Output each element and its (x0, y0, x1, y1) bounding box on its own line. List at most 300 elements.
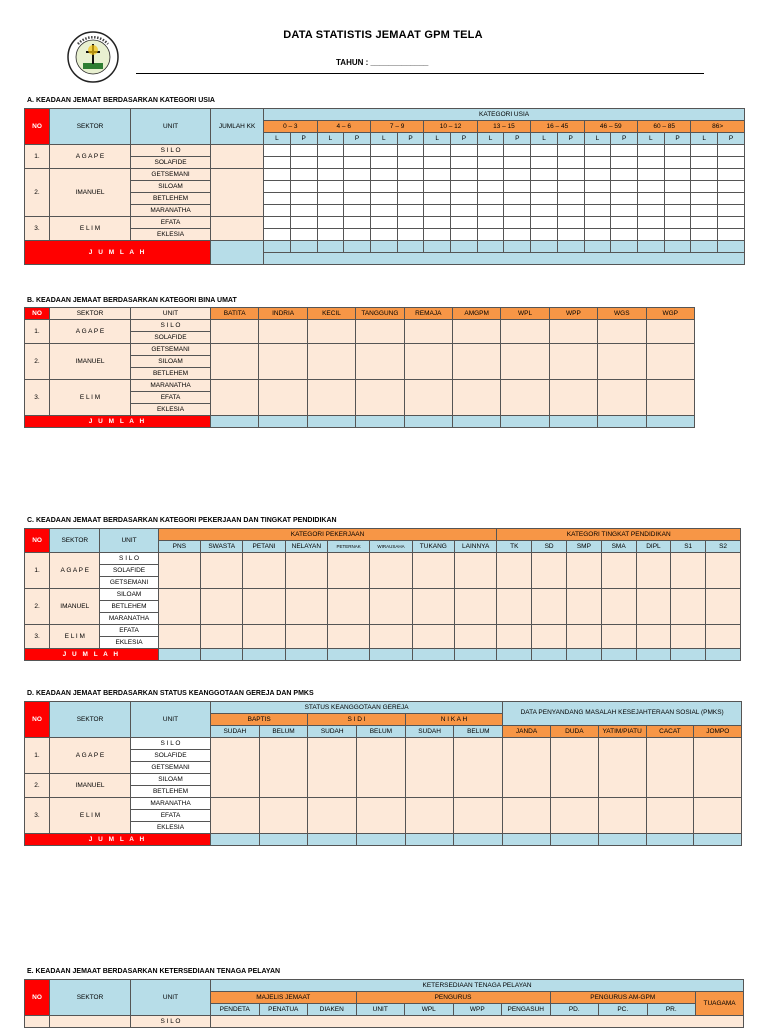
age-range-header: 4 – 6 (317, 121, 370, 133)
data-cell (532, 553, 567, 589)
data-cell (646, 320, 694, 344)
data-cell (646, 738, 694, 798)
data-cell (308, 738, 357, 798)
sector-no: 2. (25, 774, 50, 798)
data-cell (452, 416, 500, 428)
data-cell (557, 145, 584, 157)
data-cell (405, 738, 454, 798)
unit-cell: MARANATHA (100, 613, 158, 625)
data-cell (357, 834, 406, 846)
data-cell (646, 344, 694, 380)
data-cell (397, 241, 424, 253)
amgpm-header: PC. (599, 1004, 648, 1016)
data-cell (646, 798, 694, 834)
data-cell (664, 241, 691, 253)
unit-cell: EFATA (131, 392, 211, 404)
sector-no: 1. (25, 553, 50, 589)
bina-umat-header: TANGGUNG (356, 308, 404, 320)
data-cell (477, 241, 504, 253)
data-cell (549, 320, 597, 344)
sector-name: IMANUEL (50, 344, 131, 380)
data-cell (454, 798, 503, 834)
data-cell (550, 798, 598, 834)
data-cell (264, 229, 291, 241)
sector-no: 2. (25, 589, 50, 625)
unit-cell: EFATA (100, 625, 158, 637)
data-cell (718, 241, 745, 253)
data-cell (637, 193, 664, 205)
header-rule (136, 73, 704, 74)
data-cell (664, 145, 691, 157)
data-cell (356, 380, 404, 416)
data-cell (201, 553, 243, 589)
data-cell (412, 625, 454, 649)
sector-no: 3. (25, 798, 50, 834)
age-range-header: 13 – 15 (477, 121, 530, 133)
data-cell (532, 649, 567, 661)
data-cell (307, 344, 355, 380)
data-cell (531, 181, 558, 193)
data-cell (404, 380, 452, 416)
data-cell (404, 416, 452, 428)
jumlah-kk-cell (211, 145, 264, 169)
data-cell (694, 798, 742, 834)
bina-umat-header: KECIL (307, 308, 355, 320)
jumlah-kk-cell (211, 169, 264, 217)
data-cell (370, 241, 397, 253)
data-cell (451, 193, 478, 205)
header-pengurus: PENGURUS (356, 992, 550, 1004)
data-cell (424, 145, 451, 157)
age-range-header: 86> (691, 121, 745, 133)
data-cell (424, 241, 451, 253)
data-cell (285, 625, 327, 649)
data-cell (646, 416, 694, 428)
sex-header-p: P (504, 133, 531, 145)
data-cell (584, 241, 611, 253)
data-cell (637, 181, 664, 193)
data-cell (317, 229, 344, 241)
data-cell (356, 416, 404, 428)
data-cell (424, 181, 451, 193)
data-cell (397, 229, 424, 241)
data-cell (637, 217, 664, 229)
unit-cell: BETLEHEM (131, 786, 211, 798)
unit-cell: MARANATHA (131, 380, 211, 392)
sex-header-p: P (344, 133, 371, 145)
status-group-header: N I K A H (405, 714, 502, 726)
age-range-header: 7 – 9 (370, 121, 423, 133)
data-cell (344, 157, 371, 169)
data-cell (455, 589, 497, 625)
sex-header-l: L (264, 133, 291, 145)
data-cell (691, 181, 718, 193)
sex-header-p: P (611, 133, 638, 145)
data-cell (397, 157, 424, 169)
jumlah-label: J U M L A H (25, 834, 211, 846)
header-sektor: SEKTOR (50, 529, 100, 553)
header-sektor: SEKTOR (50, 702, 131, 738)
data-cell (671, 625, 706, 649)
section-d-title: D. KEADAAN JEMAAT BERDASARKAN STATUS KEANGGOTAAN GEREJA DAN PMKS (27, 690, 314, 697)
data-cell (211, 320, 259, 344)
header-ketersediaan: KETERSEDIAAN TENAGA PELAYAN (211, 980, 744, 992)
data-cell (501, 416, 549, 428)
data-cell (158, 625, 200, 649)
header-unit: UNIT (131, 109, 211, 145)
pmks-header: JOMPO (694, 726, 742, 738)
data-cell (397, 169, 424, 181)
data-cell (566, 553, 601, 589)
data-cell (718, 169, 745, 181)
unit-cell: SOLAFIDE (131, 332, 211, 344)
data-cell (264, 217, 291, 229)
data-cell (691, 145, 718, 157)
data-cell (211, 738, 260, 798)
bina-umat-header: WPL (501, 308, 549, 320)
data-cell (718, 181, 745, 193)
data-cell (328, 589, 370, 625)
header-unit: UNIT (100, 529, 158, 553)
unit-cell: GETSEMANI (131, 169, 211, 181)
data-cell (451, 145, 478, 157)
data-cell (691, 217, 718, 229)
majelis-header: DIAKEN (308, 1004, 357, 1016)
header-sektor: SEKTOR (50, 308, 131, 320)
data-cell (706, 649, 741, 661)
data-cell (549, 344, 597, 380)
data-cell (424, 169, 451, 181)
sex-header-l: L (477, 133, 504, 145)
header-no: NO (25, 529, 50, 553)
age-range-header: 46 – 59 (584, 121, 637, 133)
data-cell (611, 145, 638, 157)
data-cell (201, 589, 243, 625)
header-kategori-pendidikan: KATEGORI TINGKAT PENDIDIKAN (497, 529, 741, 541)
data-cell (317, 145, 344, 157)
data-cell (584, 229, 611, 241)
data-cell (259, 380, 307, 416)
data-cell (477, 169, 504, 181)
data-cell (531, 169, 558, 181)
data-cell (671, 589, 706, 625)
data-cell (706, 589, 741, 625)
data-cell (598, 380, 646, 416)
data-cell (557, 169, 584, 181)
data-cell (598, 344, 646, 380)
unit-cell: SOLAFIDE (100, 565, 158, 577)
header-no: NO (25, 308, 50, 320)
data-cell (549, 380, 597, 416)
data-cell (211, 344, 259, 380)
data-cell (637, 241, 664, 253)
data-cell (370, 157, 397, 169)
data-cell (397, 145, 424, 157)
data-cell (718, 145, 745, 157)
data-cell (477, 229, 504, 241)
data-cell (317, 205, 344, 217)
data-cell (549, 416, 597, 428)
data-cell (397, 193, 424, 205)
unit-cell: EKLESIA (100, 637, 158, 649)
data-cell (317, 217, 344, 229)
bina-umat-header: AMGPM (452, 308, 500, 320)
pekerjaan-header: PNS (158, 541, 200, 553)
majelis-header: PENATUA (259, 1004, 308, 1016)
pendidikan-header: TK (497, 541, 532, 553)
section-a-title: A. KEADAAN JEMAAT BERDASARKAN KATEGORI USIA (27, 97, 215, 104)
data-cell (504, 169, 531, 181)
data-cell (357, 738, 406, 798)
data-cell (477, 193, 504, 205)
data-cell (158, 553, 200, 589)
data-cell (664, 157, 691, 169)
data-cell (504, 193, 531, 205)
belum-header: BELUM (357, 726, 406, 738)
sector-no: 2. (25, 344, 50, 380)
data-cell (290, 205, 317, 217)
data-cell (477, 217, 504, 229)
data-cell (611, 157, 638, 169)
pekerjaan-header: PETANI (243, 541, 285, 553)
table-c (24, 528, 741, 661)
data-cell (504, 241, 531, 253)
header-no: NO (25, 980, 50, 1016)
pengurus-header: UNIT (356, 1004, 405, 1016)
sector-no: 3. (25, 380, 50, 416)
data-cell (452, 380, 500, 416)
data-cell (691, 205, 718, 217)
data-cell (664, 193, 691, 205)
data-cell (264, 193, 291, 205)
sector-name: IMANUEL (50, 589, 100, 625)
data-cell (691, 241, 718, 253)
data-cell (598, 416, 646, 428)
data-cell (504, 145, 531, 157)
unit-cell: BETLEHEM (100, 601, 158, 613)
data-cell (370, 649, 412, 661)
sector-no: 1. (25, 738, 50, 774)
sex-header-l: L (637, 133, 664, 145)
unit-cell: SILOAM (131, 774, 211, 786)
unit-cell: GETSEMANI (100, 577, 158, 589)
unit-cell: BETLEHEM (131, 193, 211, 205)
data-cell (370, 229, 397, 241)
unit-cell: SOLAFIDE (131, 157, 211, 169)
unit-cell: S I L O (131, 320, 211, 332)
unit-cell: S I L O (131, 1016, 211, 1028)
unit-cell: S I L O (131, 145, 211, 157)
data-cell (601, 589, 636, 625)
data-cell (664, 217, 691, 229)
data-cell (451, 169, 478, 181)
data-cell (308, 834, 357, 846)
data-cell (452, 320, 500, 344)
age-range-header: 60 – 85 (637, 121, 690, 133)
sex-header-p: P (664, 133, 691, 145)
data-cell (370, 217, 397, 229)
sudah-header: SUDAH (308, 726, 357, 738)
header-kategori-usia: KATEGORI USIA (264, 109, 745, 121)
data-cell (211, 416, 259, 428)
data-cell (637, 145, 664, 157)
data-cell (424, 229, 451, 241)
header-unit: UNIT (131, 308, 211, 320)
data-cell (344, 181, 371, 193)
data-cell (584, 217, 611, 229)
sector-no: 1. (25, 320, 50, 344)
data-cell (601, 625, 636, 649)
data-cell (451, 241, 478, 253)
data-cell (584, 193, 611, 205)
data-cell (557, 193, 584, 205)
data-cell (694, 834, 742, 846)
table-e (24, 979, 744, 1028)
jumlah-kk-cell (211, 217, 264, 241)
data-cell (455, 625, 497, 649)
data-cell (344, 241, 371, 253)
unit-cell: GETSEMANI (131, 762, 211, 774)
data-cell (598, 320, 646, 344)
data-cell (357, 798, 406, 834)
data-cell (243, 625, 285, 649)
data-cell (504, 157, 531, 169)
unit-cell: SILOAM (131, 356, 211, 368)
sex-header-p: P (557, 133, 584, 145)
sex-header-p: P (718, 133, 745, 145)
data-cell (370, 193, 397, 205)
data-cell (477, 145, 504, 157)
unit-cell: EKLESIA (131, 229, 211, 241)
data-cell (317, 157, 344, 169)
data-cell (501, 320, 549, 344)
data-cell (404, 320, 452, 344)
data-cell (259, 738, 308, 798)
data-cell (694, 738, 742, 798)
header-amgpm: PENGURUS AM-GPM (550, 992, 696, 1004)
data-cell (451, 229, 478, 241)
sector-no: 3. (25, 625, 50, 649)
pendidikan-header: SMA (601, 541, 636, 553)
data-cell (290, 241, 317, 253)
data-cell (497, 553, 532, 589)
data-cell (477, 181, 504, 193)
data-cell (424, 217, 451, 229)
section-e-title: E. KEADAAN JEMAAT BERDASARKAN KETERSEDIAAN TENAGA PELAYAN (27, 968, 281, 975)
sex-header-p: P (397, 133, 424, 145)
data-cell (598, 834, 646, 846)
data-cell (451, 205, 478, 217)
amgpm-header: PR. (647, 1004, 696, 1016)
header-kategori-pekerjaan: KATEGORI PEKERJAAN (158, 529, 497, 541)
data-cell (243, 649, 285, 661)
data-cell (664, 229, 691, 241)
data-cell (285, 589, 327, 625)
unit-cell: EKLESIA (131, 404, 211, 416)
data-cell (243, 589, 285, 625)
data-cell (584, 157, 611, 169)
sector-name: A G A P E (50, 553, 100, 589)
header-status-keanggotaan: STATUS KEANGGOTAAN GEREJA (211, 702, 503, 714)
data-cell (646, 380, 694, 416)
data-cell (503, 834, 551, 846)
data-cell (611, 229, 638, 241)
data-cell (671, 553, 706, 589)
bina-umat-header: WGP (646, 308, 694, 320)
data-cell (611, 193, 638, 205)
data-cell (557, 241, 584, 253)
age-range-header: 16 – 45 (531, 121, 584, 133)
sector-name: A G A P E (50, 320, 131, 344)
data-cell (557, 205, 584, 217)
data-cell (404, 344, 452, 380)
pekerjaan-header: NELAYAN (285, 541, 327, 553)
data-cell (259, 344, 307, 380)
data-cell (307, 320, 355, 344)
data-cell (397, 205, 424, 217)
data-cell (503, 738, 551, 798)
data-cell (636, 625, 671, 649)
belum-header: BELUM (259, 726, 308, 738)
unit-cell: MARANATHA (131, 798, 211, 810)
data-cell (504, 181, 531, 193)
data-cell (664, 205, 691, 217)
data-cell (691, 157, 718, 169)
data-cell (454, 834, 503, 846)
age-range-header: 0 – 3 (264, 121, 317, 133)
data-cell (584, 145, 611, 157)
data-cell (557, 229, 584, 241)
jumlah-label: J U M L A H (25, 241, 211, 265)
data-cell (531, 217, 558, 229)
sector-name: E L I M (50, 217, 131, 241)
data-cell (452, 344, 500, 380)
pekerjaan-header: LAINNYA (455, 541, 497, 553)
sector-name: E L I M (50, 380, 131, 416)
header-jumlah-kk: JUMLAH KK (211, 109, 264, 145)
data-cell (497, 649, 532, 661)
unit-cell: SILOAM (100, 589, 158, 601)
data-cell (424, 157, 451, 169)
data-cell (706, 553, 741, 589)
data-cell (691, 229, 718, 241)
data-cell (370, 169, 397, 181)
bina-umat-header: REMAJA (404, 308, 452, 320)
sex-header-l: L (691, 133, 718, 145)
pekerjaan-header: PETERNAK (328, 541, 370, 553)
data-cell (158, 589, 200, 625)
data-cell (356, 320, 404, 344)
data-cell (531, 145, 558, 157)
data-cell (344, 193, 371, 205)
status-group-header: BAPTIS (211, 714, 308, 726)
data-cell (158, 649, 200, 661)
data-cell (636, 589, 671, 625)
sector-name: E L I M (50, 625, 100, 649)
data-cell (290, 217, 317, 229)
data-cell (290, 181, 317, 193)
unit-cell: GETSEMANI (131, 344, 211, 356)
data-cell (264, 157, 291, 169)
pengurus-header: WPP (453, 1004, 502, 1016)
pengurus-header: WPL (405, 1004, 454, 1016)
belum-header: BELUM (454, 726, 503, 738)
data-cell (501, 380, 549, 416)
sector-no: 1. (25, 145, 50, 169)
bina-umat-header: BATITA (211, 308, 259, 320)
data-cell (584, 169, 611, 181)
data-cell (531, 205, 558, 217)
